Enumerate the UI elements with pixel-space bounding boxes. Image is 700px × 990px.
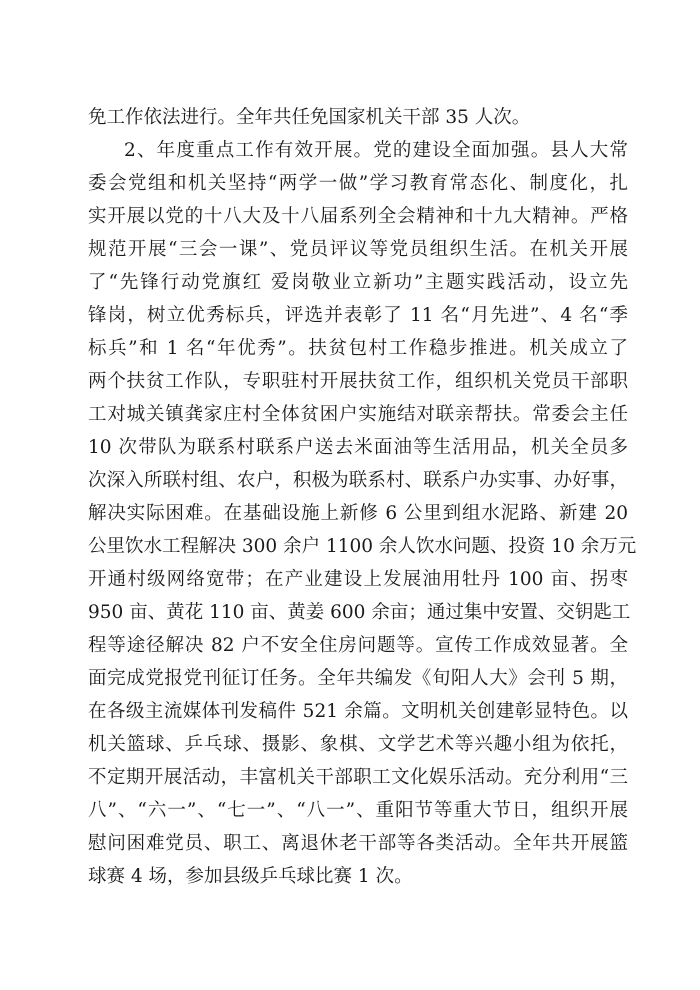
text-line: 在各级主流媒体刊发稿件 521 余篇。文明机关创建彰显特色。以 <box>88 701 628 722</box>
text-line: 次深入所联村组、农户，积极为联系村、联系户办实事、办好事， <box>88 470 628 491</box>
text-line: 10 次带队为联系村联系户送去米面油等生活用品，机关全员多 <box>88 437 628 458</box>
text-line: 程等途径解决 82 户不安全住房问题等。宣传工作成效显著。全 <box>88 635 628 656</box>
text-line: 慰问困难党员、职工、离退休老干部等各类活动。全年共开展篮 <box>88 833 628 854</box>
text-line: 实开展以党的十八大及十八届系列全会精神和十九大精神。严格 <box>88 206 628 227</box>
text-line: 两个扶贫工作队，专职驻村开展扶贫工作，组织机关党员干部职 <box>88 371 628 392</box>
text-line: 锋岗，树立优秀标兵，评选并表彰了 11 名“月先进”、4 名“季 <box>88 305 628 326</box>
text-line: 解决实际困难。在基础设施上新修 6 公里到组水泥路、新建 20 <box>88 503 628 524</box>
text-line: 不定期开展活动，丰富机关干部职工文化娱乐活动。充分利用“三 <box>88 767 628 788</box>
text-line: 工对城关镇龚家庄村全体贫困户实施结对联亲帮扶。常委会主任 <box>88 404 628 425</box>
text-line: 标兵”和 1 名“年优秀”。扶贫包村工作稳步推进。机关成立了 <box>88 338 628 359</box>
text-line: 规范开展“三会一课”、党员评议等党员组织生活。在机关开展 <box>88 239 628 260</box>
text-line: 委会党组和机关坚持“两学一做”学习教育常态化、制度化，扎 <box>88 173 628 194</box>
text-line: 机关篮球、乒乓球、摄影、象棋、文学艺术等兴趣小组为依托， <box>88 734 628 755</box>
text-line: 950 亩、黄花 110 亩、黄姜 600 余亩；通过集中安置、交钥匙工 <box>88 602 631 623</box>
paragraph-start-line: 2、年度重点工作有效开展。党的建设全面加强。县人大常 <box>124 140 628 161</box>
text-line: 了“先锋行动党旗红 爱岗敬业立新功”主题实践活动，设立先 <box>88 272 628 293</box>
paragraph-end-line: 球赛 4 场，参加县级乒乓球比赛 1 次。 <box>88 866 413 887</box>
text-line: 开通村级网络宽带；在产业建设上发展油用牡丹 100 亩、拐枣 <box>88 569 628 590</box>
text-line: 八”、“六一”、“七一”、“八一”、重阳节等重大节日，组织开展 <box>88 800 628 821</box>
body-text <box>88 101 637 893</box>
text-line: 公里饮水工程解决 300 余户 1100 余人饮水问题、投资 10 余万元 <box>88 536 637 557</box>
text-line: 面完成党报党刊征订任务。全年共编发《旬阳人大》会刊 5 期， <box>88 668 628 689</box>
text-line: 免工作依法进行。全年共任免国家机关干部 35 人次。 <box>88 107 531 128</box>
